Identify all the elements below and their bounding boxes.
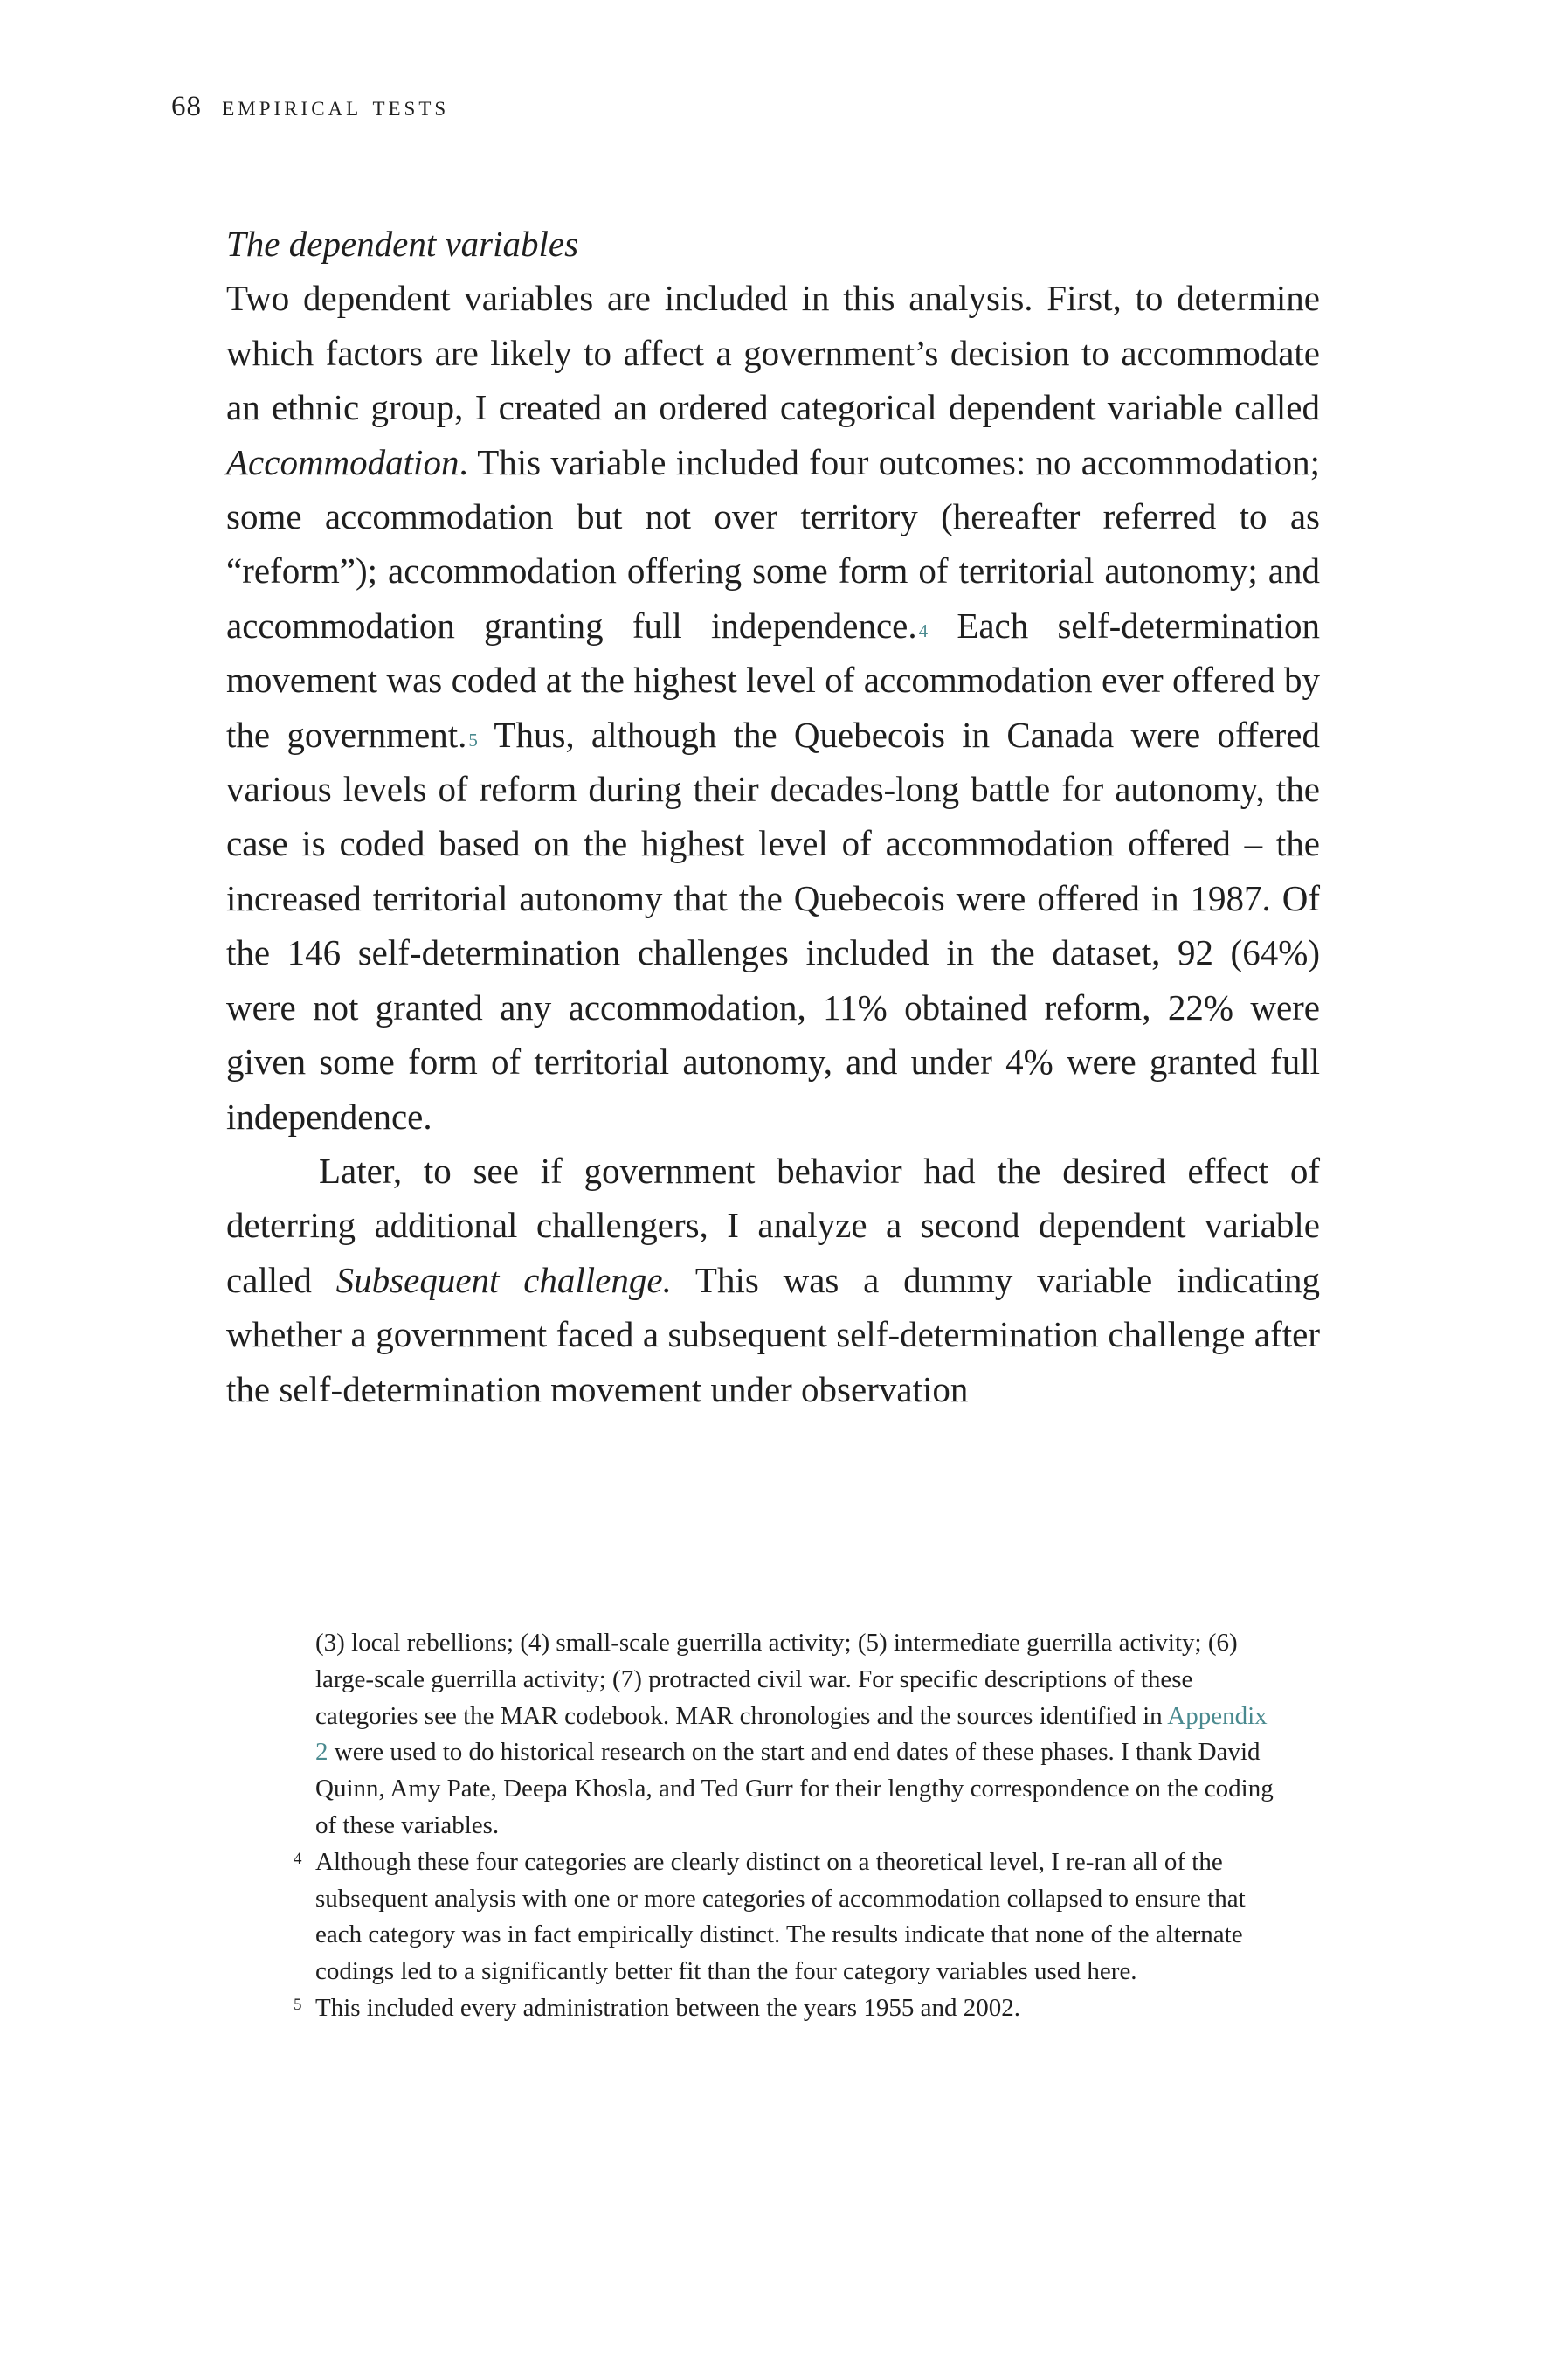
footnote-5 xyxy=(294,1990,1283,2027)
footnote-4-text: Although these four categories are clearly distinct on a theoretical level, I re-ran all of the subsequent analysis with one or more categories of accommodation collapsed to ensure that each category was in fact empirically distinct. The results indicate that none of the alternate codings led to a significantly better fit than the four category variables used here. xyxy=(315,1847,1246,1986)
paragraph-1-text: Two dependent variables are included in this analysis. First, to determine which factors are likely to affect a government’s decision to accommodate an ethnic group, I created an ordered categorical dependent variable called xyxy=(226,278,1320,428)
footnote-5-number: 5 xyxy=(294,1995,302,2014)
footnote-ref-5[interactable]: 5 xyxy=(468,729,478,751)
paragraph-1 xyxy=(226,271,1320,1144)
running-head-title: empirical tests xyxy=(222,91,450,122)
footnote-continued-text: were used to do historical research on the start and end dates of these phases. I thank David Quinn, Amy Pate, Deepa Khosla, and Ted Gurr for their lengthy correspondence on the coding of these variables. xyxy=(315,1738,1274,1839)
paragraph-1-text: Each self-determination movement was coded at the highest level of accommodation ever offered by the government. xyxy=(226,605,1320,755)
page-number: 68 xyxy=(171,91,202,122)
term-subsequent-challenge: Subsequent challenge. xyxy=(335,1259,672,1300)
paragraph-1-text: Thus, although the Quebecois in Canada were offered various levels of reform during their decades-long battle for autonomy, the case is coded based on the highest level of accommodation offered – the increased territorial autonomy that the Quebecois were offered in 1987. Of the 146 self-determination challenges included in the dataset, 92 (64%) were not granted any accommodation, 11% obtained reform, 22% were given some form of territorial autonomy, and under 4% were granted full independence. xyxy=(226,714,1320,1137)
paragraph-2-text: Later, to see if government behavior had the desired effect of deterring additional challengers, I analyze a second dependent variable called xyxy=(226,1150,1320,1300)
paragraph-1-text: . This variable included four outcomes: no accommodation; some accommodation but not over territory (hereafter referred to as “reform”); accommodation offering some form of territorial autonomy; and accommodation granting full independence. xyxy=(226,441,1320,646)
appendix-2-link[interactable]: Appendix 2 xyxy=(315,1701,1268,1767)
footnote-5-text: This included every administration between the years 1955 and 2002. xyxy=(315,1993,1020,2022)
footnote-continued-text: (3) local rebellions; (4) small-scale guerrilla activity; (5) intermediate guerrilla activity; (6) large-scale guerrilla activity; (7) protracted civil war. For specific descriptions of these categories see the MAR codebook. MAR chronologies and the sources identified in xyxy=(315,1629,1238,1730)
footnotes xyxy=(294,1625,1283,2027)
body-text xyxy=(226,217,1320,1416)
term-accommodation: Accommodation xyxy=(226,441,459,482)
paragraph-2 xyxy=(226,1144,1320,1416)
footnote-continued xyxy=(315,1625,1283,1844)
footnote-4-number: 4 xyxy=(294,1849,302,1868)
footnote-ref-4[interactable]: 4 xyxy=(918,619,929,641)
section-heading: The dependent variables xyxy=(226,224,579,264)
running-head xyxy=(171,91,449,123)
footnote-4 xyxy=(294,1844,1283,1990)
paragraph-2-text: This was a dummy variable indicating whether a government faced a subsequent self-determination challenge after the self-determination movement under observation xyxy=(226,1259,1320,1409)
